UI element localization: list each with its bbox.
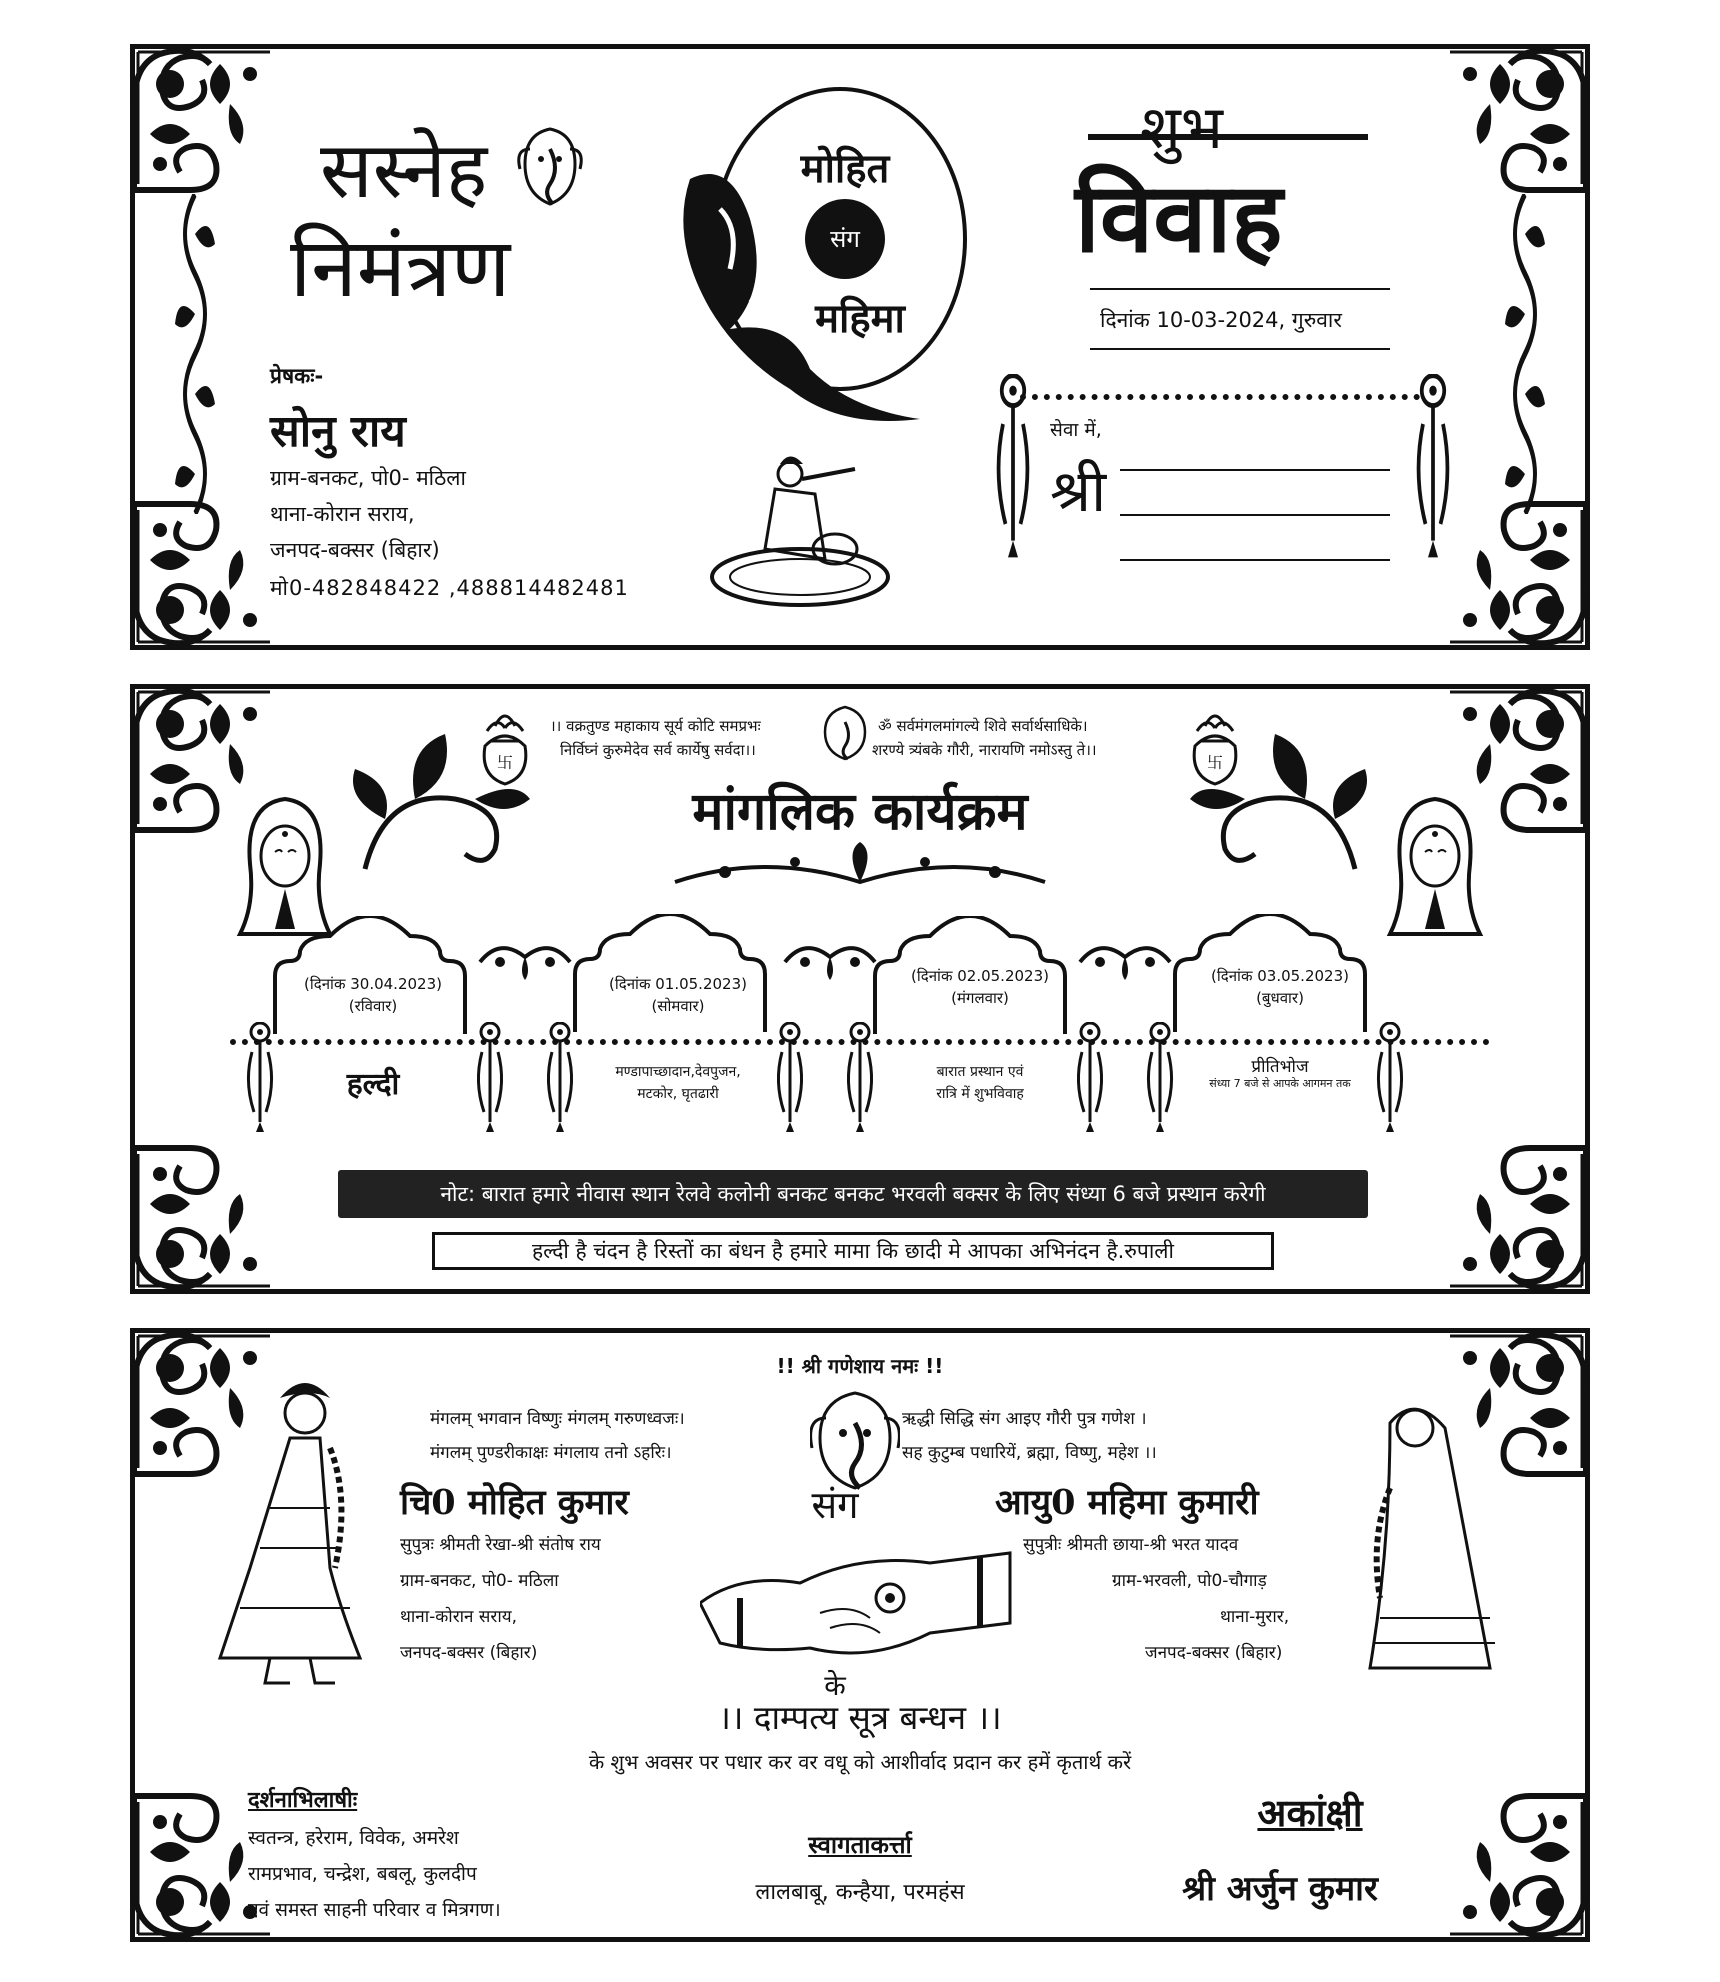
event-date: (दिनांक 30.04.2023) xyxy=(304,975,442,993)
event-arch-icon xyxy=(570,914,770,1034)
address-line[interactable] xyxy=(1120,469,1390,471)
date-rule-top xyxy=(1090,288,1390,290)
groom-name: चि0 मोहित कुमार xyxy=(400,1482,629,1523)
svg-text:卐: 卐 xyxy=(496,753,514,772)
shloka-right-line: शरण्ये त्र्यंबके गौरी, नारायणि नमोऽस्तु ते।। xyxy=(872,741,1097,759)
swirl-connector-icon xyxy=(780,932,880,982)
svg-text:卐: 卐 xyxy=(1206,753,1224,772)
corner-ornament-icon xyxy=(130,500,280,650)
akanksha-name: श्री अर्जुन कुमार xyxy=(1182,1869,1378,1909)
event-day: (बुधवार) xyxy=(1256,989,1304,1007)
sender-address-line: ग्राम-बनकट, पो0- मठिला xyxy=(270,466,466,490)
heading-flourish-icon xyxy=(665,842,1055,902)
hanging-flower-icon xyxy=(988,374,1038,574)
shloka-right-line: ॐ सर्वमंगलमांगल्ये शिवे सर्वार्थसाधिके। xyxy=(878,717,1088,735)
date-rule-bottom xyxy=(1090,348,1390,350)
bride-name: आयु0 महिमा कुमारी xyxy=(995,1482,1259,1523)
invitation-card-cover xyxy=(130,44,1590,650)
ganesha-icon xyxy=(820,704,870,764)
hanging-garland-icon xyxy=(470,1022,510,1142)
ke-text: के xyxy=(824,1669,846,1702)
darshan-label: दर्शनाभिलाषीः xyxy=(248,1788,358,1813)
event-title: प्रीतिभोज xyxy=(1251,1057,1309,1077)
swagat-label: स्वागताकर्त्ता xyxy=(808,1831,912,1859)
event-sub: संध्या 7 बजे से आपके आगमन तक xyxy=(1209,1077,1351,1090)
event-date: (दिनांक 03.05.2023) xyxy=(1211,967,1349,985)
swirl-connector-icon xyxy=(1075,932,1175,982)
vine-ornament-icon xyxy=(1500,194,1550,514)
groom-address-line: ग्राम-बनकट, पो0- मठिला xyxy=(400,1571,559,1591)
event-sub: रात्रि में शुभविवाह xyxy=(936,1086,1024,1102)
event-arch-icon xyxy=(870,916,1070,1036)
shubh-title: शुभ xyxy=(1140,93,1223,163)
bride-first-name: महिमा xyxy=(815,296,905,342)
sender-name: सोनु राय xyxy=(270,406,406,457)
event-title: मण्डापाच्छादान,देवपुजन, xyxy=(615,1064,741,1080)
sender-address-line: जनपद-बक्सर (बिहार) xyxy=(270,538,440,562)
hanging-garland-icon xyxy=(1070,1022,1110,1142)
vine-ornament-icon xyxy=(170,194,220,514)
hanging-garland-icon xyxy=(540,1022,580,1142)
floral-swirl-icon xyxy=(1185,729,1375,879)
address-line[interactable] xyxy=(1120,514,1390,516)
corner-ornament-icon xyxy=(1440,500,1590,650)
swirl-connector-icon xyxy=(475,932,575,982)
darshan-line: स्वतन्त्र, हरेराम, विवेक, अमरेश xyxy=(248,1827,459,1849)
invitation-card-main xyxy=(130,1328,1590,1942)
groom-illustration-icon xyxy=(210,1368,370,1688)
event-sub: मटकोर, घृतढारी xyxy=(637,1086,719,1102)
corner-ornament-icon xyxy=(130,44,280,194)
events-heading: मांगलिक कार्यक्रम xyxy=(692,781,1028,842)
sender-address-line: थाना-कोरान सराय, xyxy=(270,502,415,526)
sang-text: संग xyxy=(830,225,860,253)
vivah-title: विवाह xyxy=(1075,161,1283,274)
hanging-garland-icon xyxy=(1370,1022,1410,1142)
corner-ornament-icon xyxy=(1440,44,1590,194)
bride-parents: सुपुत्रीः श्रीमती छाया-श्री भरत यादव xyxy=(1023,1535,1239,1555)
ganesha-icon xyxy=(515,124,585,214)
shloka-left-line: निर्विघ्नं कुरुमेदेव सर्व कार्येषु सर्वदा।। xyxy=(560,741,756,759)
groom-parents: सुपुत्रः श्रीमती रेखा-श्री संतोष राय xyxy=(400,1535,601,1555)
darshan-line: रामप्रभाव, चन्द्रेश, बबलू, कुलदीप xyxy=(248,1863,477,1885)
address-box-top-rule xyxy=(1020,394,1420,400)
poem-box: हल्दी है चंदन है रिस्तों का बंधन है हमारे मामा कि छादी मे आपका अभिनंदन है.रुपाली xyxy=(432,1232,1274,1270)
floral-swirl-icon xyxy=(345,729,535,879)
event-date: (दिनांक 02.05.2023) xyxy=(911,967,1049,985)
bride-address-line: थाना-मुरार, xyxy=(1220,1607,1290,1627)
event-arch-icon xyxy=(1170,914,1370,1034)
groom-address-line: जनपद-बक्सर (बिहार) xyxy=(400,1643,538,1663)
event-day: (सोमवार) xyxy=(651,997,705,1015)
invocation: !! श्री गणेशाय नमः !! xyxy=(776,1354,944,1378)
shehnai-player-icon xyxy=(705,449,895,609)
title-rule xyxy=(1088,134,1368,140)
hanging-garland-icon xyxy=(770,1022,810,1142)
event-date: (दिनांक 01.05.2023) xyxy=(609,975,747,993)
corner-ornament-icon xyxy=(130,1144,280,1294)
seva-label: सेवा में, xyxy=(1050,419,1102,441)
mantra-left-line: मंगलम् पुण्डरीकाक्षः मंगलाय तनो ऽहरिः। xyxy=(430,1443,672,1463)
hanging-garland-icon xyxy=(1140,1022,1180,1142)
akanksha-label: अकांक्षी xyxy=(1257,1790,1363,1835)
groom-address-line: थाना-कोरान सराय, xyxy=(400,1607,518,1627)
praying-woman-icon xyxy=(1380,794,1490,944)
sang-text: संग xyxy=(811,1483,859,1527)
swagat-names: लालबाबू, कन्हैया, परमहंस xyxy=(755,1880,965,1905)
event-day: (मंगलवार) xyxy=(951,989,1009,1007)
hanging-garland-icon xyxy=(240,1022,280,1142)
corner-ornament-icon xyxy=(1440,1144,1590,1294)
title-nimantran: निमंत्रण xyxy=(290,221,511,316)
sender-label: प्रेषकः- xyxy=(270,364,324,388)
bride-address-line: जनपद-बक्सर (बिहार) xyxy=(1145,1643,1283,1663)
mantra-right-line: ऋद्धी सिद्धि संग आइए गौरी पुत्र गणेश । xyxy=(902,1409,1147,1429)
title-sasneh: सस्नेह xyxy=(320,126,488,216)
bandhan-title: ।। दाम्पत्य सूत्र बन्धन ।। xyxy=(718,1698,1002,1737)
note-banner: नोट: बारात हमारे नीवास स्थान रेलवे कलोनी बनकट बनकट भरवली बक्सर के लिए संध्या 6 बजे प्रस्थान करेगी xyxy=(338,1170,1368,1218)
address-line[interactable] xyxy=(1120,559,1390,561)
event-title: बारात प्रस्थान एवं xyxy=(936,1064,1024,1080)
corner-ornament-icon xyxy=(1440,1792,1590,1942)
shri-label: श्री xyxy=(1050,457,1107,525)
event-day: (रविवार) xyxy=(348,997,398,1015)
mantra-right-line: सह कुटुम्ब पधारियें, ब्रह्मा, विष्णु, महेश ।। xyxy=(902,1443,1157,1463)
sender-mobile: मो0-482848422 ,488814482481 xyxy=(270,576,629,600)
joined-hands-icon xyxy=(700,1523,1020,1663)
event-title: हल्दी xyxy=(346,1067,400,1102)
darshan-line: एवं समस्त साहनी परिवार व मित्रगण। xyxy=(248,1899,501,1921)
hanging-garland-icon xyxy=(840,1022,880,1142)
shloka-left-line: ।। वक्रतुण्ड महाकाय सूर्य कोटि समप्रभः xyxy=(550,717,761,735)
bride-address-line: ग्राम-भरवली, पो0-चौगाड़ xyxy=(1112,1571,1267,1591)
wedding-date: दिनांक 10-03-2024, गुरुवार xyxy=(1100,308,1342,332)
event-arch-icon xyxy=(270,916,470,1036)
invitation-card-events xyxy=(130,684,1590,1294)
occasion-line: के शुभ अवसर पर पधार कर वर वधू को आशीर्वाद प्रदान कर हमें कृतार्थ करें xyxy=(588,1750,1132,1774)
bride-illustration-icon xyxy=(1350,1388,1510,1688)
mantra-left-line: मंगलम् भगवान विष्णुः मंगलम् गरुणध्वजः। xyxy=(430,1409,685,1429)
hanging-flower-icon xyxy=(1408,374,1458,574)
groom-first-name: मोहित xyxy=(800,146,890,192)
